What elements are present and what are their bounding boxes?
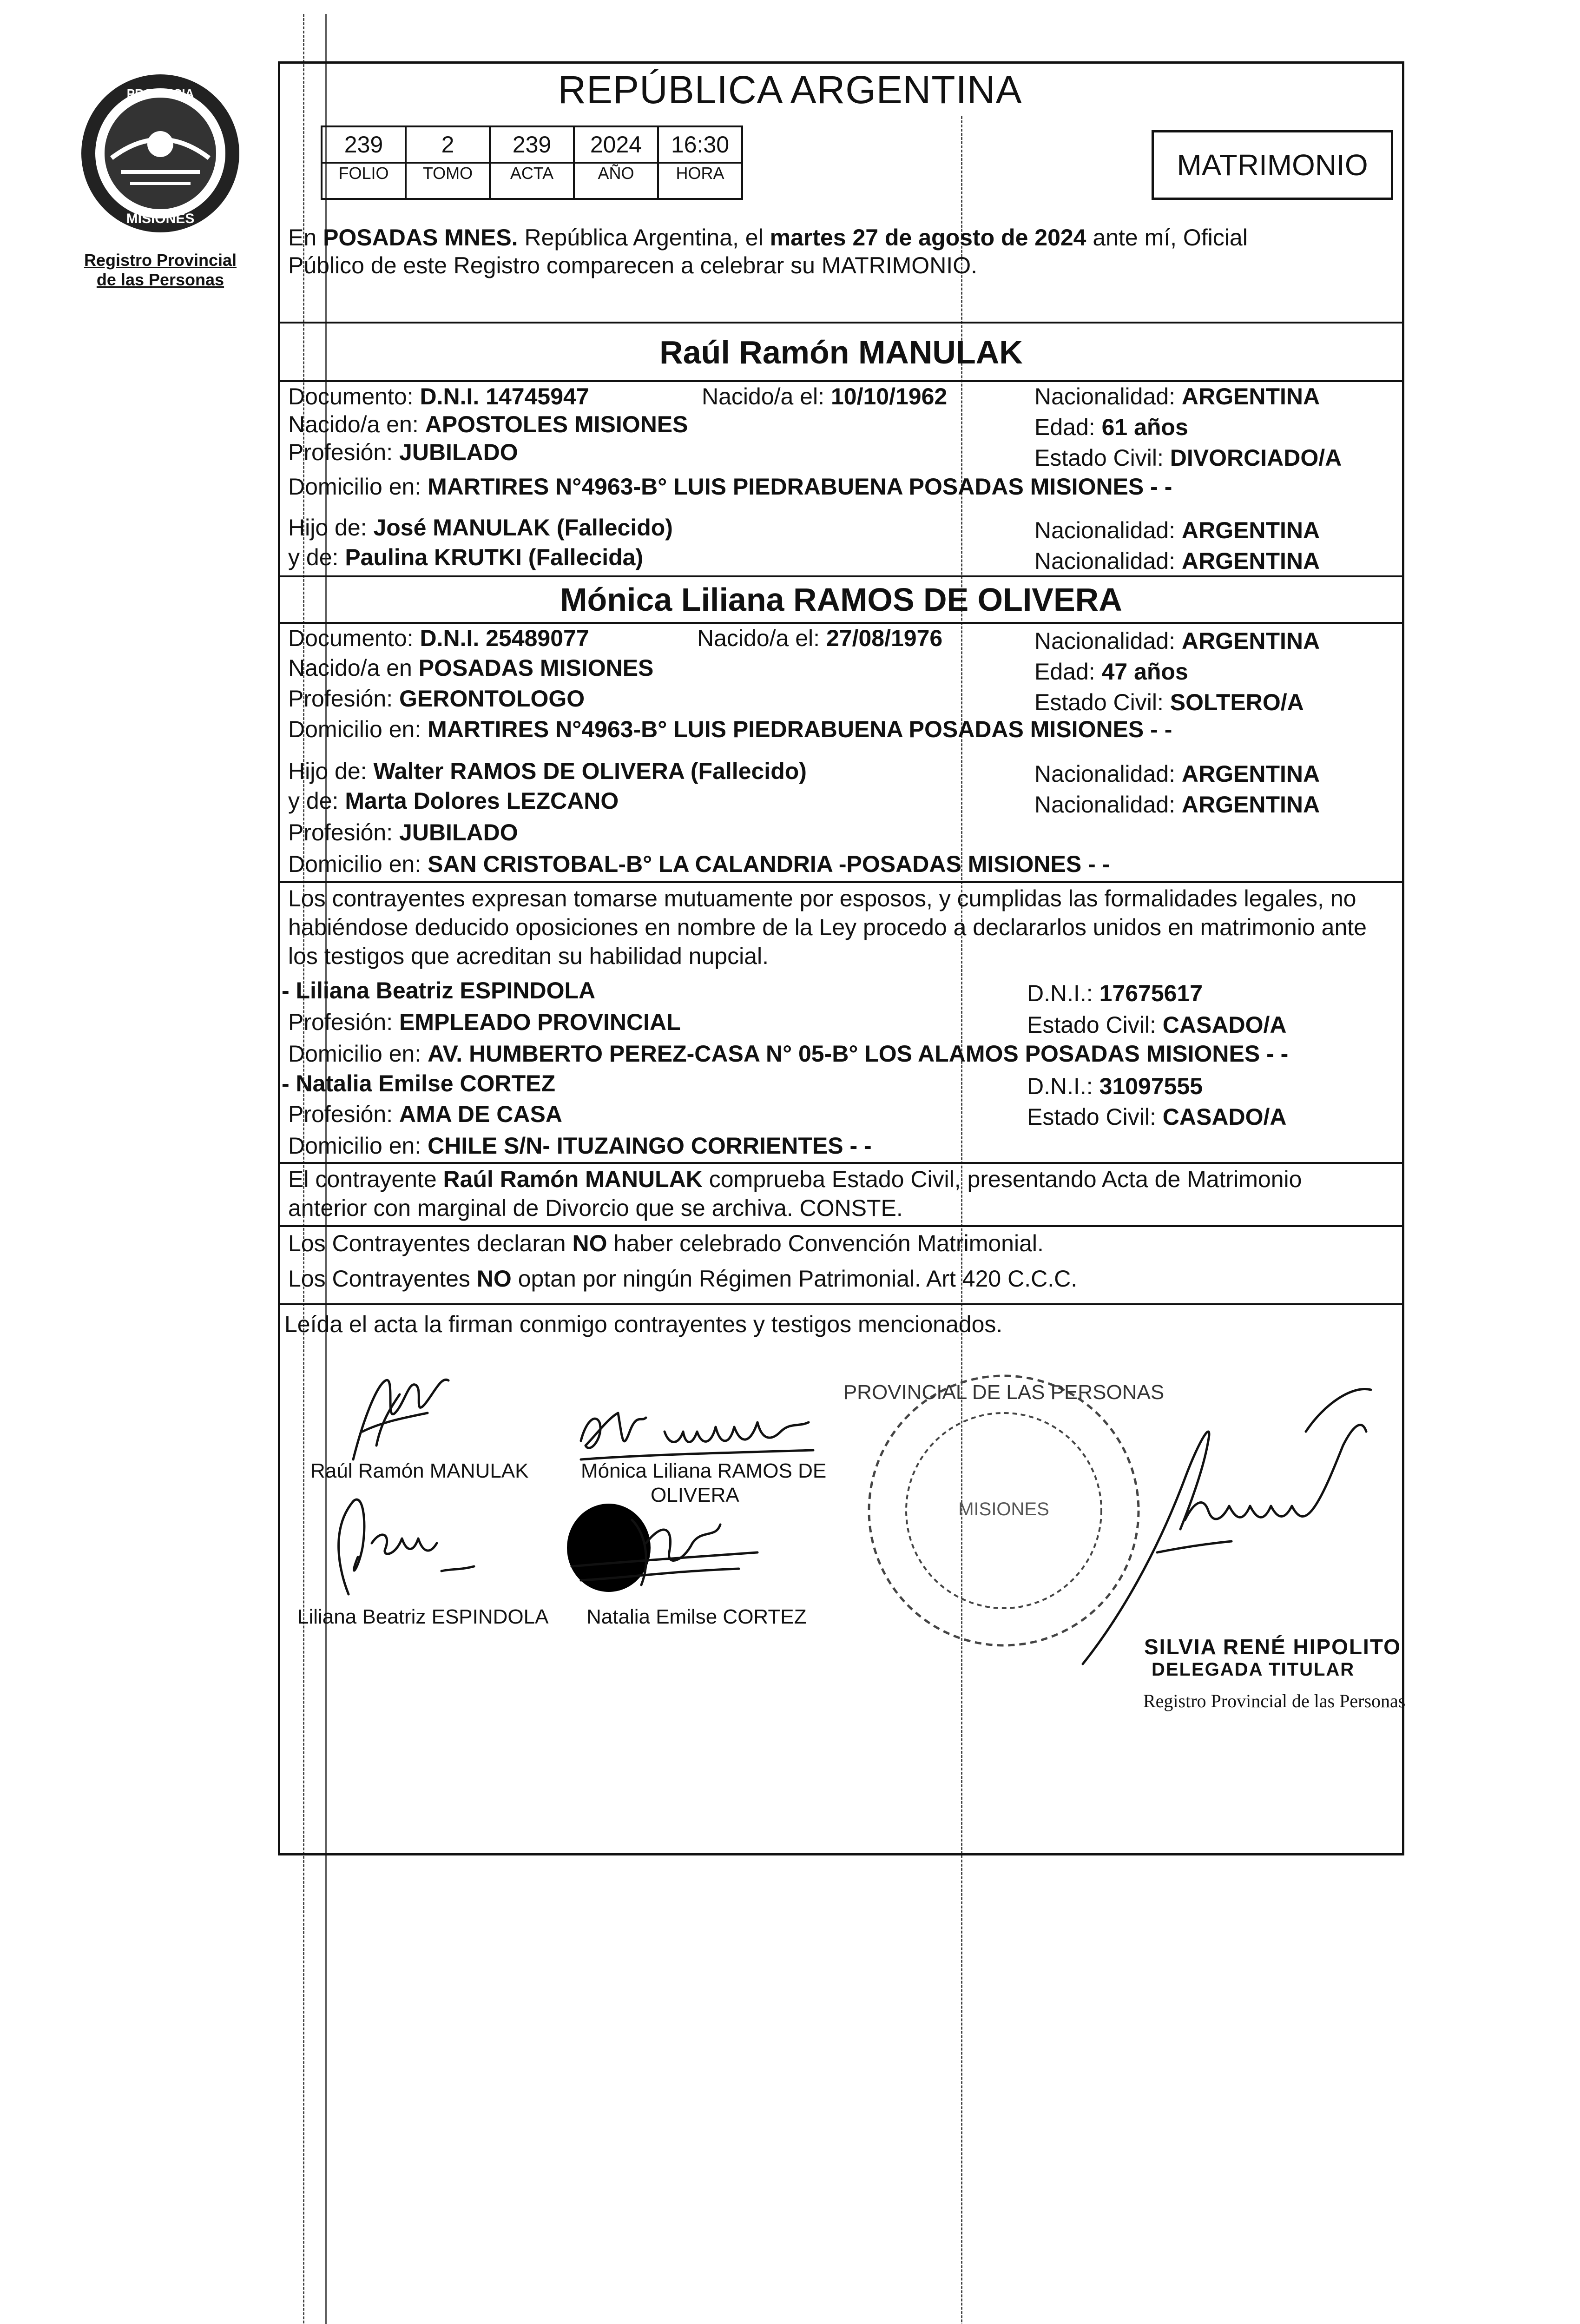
official-role: DELEGADA TITULAR (1152, 1659, 1355, 1680)
person1-civil: Estado Civil: DIVORCIADO/A (1034, 445, 1342, 471)
divider (278, 881, 1404, 883)
person2-mother: y de: Marta Dolores LEZCANO (288, 788, 619, 814)
person2-name: Mónica Liliana RAMOS DE OLIVERA (560, 581, 1122, 618)
person1-addr: Domicilio en: MARTIRES N°4963-B° LUIS PIEDRABUENA POSADAS MISIONES - - (288, 474, 1172, 500)
witness2-addr: Domicilio en: CHILE S/N- ITUZAINGO CORRIENTES - - (288, 1133, 872, 1159)
svg-text:MISIONES: MISIONES (958, 1499, 1049, 1519)
witness2-civil: Estado Civil: CASADO/A (1027, 1104, 1287, 1130)
anio-label: AÑO (575, 162, 657, 183)
page-title: REPÚBLICA ARGENTINA (558, 68, 1022, 112)
regime-line-2: Los Contrayentes NO optan por ningún Régimen Patrimonial. Art 420 C.C.C. (288, 1266, 1078, 1292)
signature-witness1 (321, 1487, 488, 1599)
person2-father-nat: Nacionalidad: ARGENTINA (1034, 761, 1320, 787)
witness1-dni: D.N.I.: 17675617 (1027, 980, 1203, 1006)
signature-label-witness2: Natalia Emilse CORTEZ (586, 1605, 807, 1628)
person2-born-in: Nacido/a en POSADAS MISIONES (288, 655, 654, 681)
signature-official (1064, 1376, 1389, 1673)
divider (278, 380, 1404, 382)
person1-prof: Profesión: JUBILADO (288, 439, 518, 465)
folio-value: 239 (344, 132, 383, 158)
person2-mother-addr: Domicilio en: SAN CRISTOBAL-B° LA CALANDRIA -POSADAS MISIONES - - (288, 851, 1110, 877)
folio-label: FOLIO (323, 162, 405, 183)
signature-witness2 (553, 1492, 767, 1604)
witness1-civil: Estado Civil: CASADO/A (1027, 1012, 1287, 1038)
note-line-1: El contrayente Raúl Ramón MANULAK comprueba Estado Civil, presentando Acta de Matrimonio (288, 1166, 1302, 1192)
witness1-prof: Profesión: EMPLEADO PROVINCIAL (288, 1009, 681, 1035)
declaration-line-1: Los contrayentes expresan tomarse mutuamente por esposos, y cumplidas las formalidades legales, no (288, 885, 1356, 911)
witness2-name: - Natalia Emilse CORTEZ (282, 1070, 556, 1096)
signature-label-bride-1: Mónica Liliana RAMOS DE (581, 1459, 827, 1482)
folio-cell (321, 125, 407, 200)
signature-label-witness1: Liliana Beatriz ESPINDOLA (297, 1605, 549, 1628)
person2-mother-prof: Profesión: JUBILADO (288, 819, 518, 845)
anio-value: 2024 (590, 132, 642, 158)
closing-line: Leída el acta la firman conmigo contrayentes y testigos mencionados. (284, 1311, 1003, 1337)
divider (278, 622, 1404, 624)
divider (278, 1225, 1404, 1227)
official-org: Registro Provincial de las Personas (1143, 1690, 1406, 1711)
logo-caption-2: de las Personas (96, 270, 224, 289)
acta-label: ACTA (491, 162, 573, 183)
tomo-cell (405, 125, 491, 200)
person1-age: Edad: 61 años (1034, 414, 1188, 440)
person2-civil: Estado Civil: SOLTERO/A (1034, 689, 1304, 715)
person2-prof: Profesión: GERONTOLOGO (288, 686, 585, 712)
tomo-value: 2 (441, 132, 454, 158)
signature-label-bride-2: OLIVERA (651, 1484, 739, 1506)
person2-mother-nat: Nacionalidad: ARGENTINA (1034, 792, 1320, 818)
signature-label-groom: Raúl Ramón MANULAK (310, 1459, 529, 1482)
person2-father: Hijo de: Walter RAMOS DE OLIVERA (Fallecido) (288, 758, 807, 784)
declaration-line-2: habiéndose deducido oposiciones en nombre de la Ley procedo a declararlos unidos en matrimonio ante (288, 914, 1367, 940)
hora-cell (657, 125, 743, 200)
divider (278, 322, 1404, 324)
witness1-name: - Liliana Beatriz ESPINDOLA (282, 977, 596, 1004)
person1-birth: Nacido/a el: 10/10/1962 (702, 383, 948, 409)
witness1-addr: Domicilio en: AV. HUMBERTO PEREZ-CASA N° 05-B° LOS ALAMOS POSADAS MISIONES - - (288, 1041, 1289, 1067)
tomo-label: TOMO (407, 162, 489, 183)
witness2-dni: D.N.I.: 31097555 (1027, 1073, 1203, 1099)
person1-mother: y de: Paulina KRUTKI (Fallecida) (288, 544, 644, 570)
signature-groom (335, 1367, 455, 1473)
person2-birth: Nacido/a el: 27/08/1976 (697, 625, 943, 651)
acta-value: 239 (512, 132, 552, 158)
person1-mother-nat: Nacionalidad: ARGENTINA (1034, 548, 1320, 574)
person1-born-in: Nacido/a en: APOSTOLES MISIONES (288, 411, 688, 437)
person1-nat: Nacionalidad: ARGENTINA (1034, 383, 1320, 409)
logo-caption-1: Registro Provincial (84, 251, 237, 270)
anio-cell (573, 125, 659, 200)
person2-addr: Domicilio en: MARTIRES N°4963-B° LUIS PIEDRABUENA POSADAS MISIONES - - (288, 716, 1172, 742)
acta-cell (489, 125, 575, 200)
divider (278, 575, 1404, 577)
intro-line-2: Público de este Registro comparecen a celebrar su MATRIMONIO. (288, 252, 977, 278)
person2-nat: Nacionalidad: ARGENTINA (1034, 628, 1320, 654)
official-name: SILVIA RENÉ HIPOLITO (1144, 1635, 1401, 1659)
divider (278, 1162, 1404, 1164)
person2-age: Edad: 47 años (1034, 659, 1188, 685)
svg-text:MISIONES: MISIONES (126, 211, 195, 226)
person2-doc: Documento: D.N.I. 25489077 (288, 625, 589, 651)
note-line-2: anterior con marginal de Divorcio que se archiva. CONSTE. (288, 1195, 903, 1221)
stamp-text: PROVINCIAL DE LAS PERSONAS (843, 1381, 1165, 1404)
declaration-line-3: los testigos que acreditan su habilidad nupcial. (288, 943, 769, 969)
svg-text:PROVINCIA: PROVINCIA (126, 86, 194, 100)
regime-line-1: Los Contrayentes declaran NO haber celebrado Convención Matrimonial. (288, 1230, 1044, 1256)
intro-line-1: En POSADAS MNES. República Argentina, el martes 27 de agosto de 2024 ante mí, Oficial (288, 224, 1248, 251)
person1-name: Raúl Ramón MANULAK (659, 334, 1023, 370)
hora-value: 16:30 (671, 132, 730, 158)
signature-bride (572, 1394, 823, 1469)
person1-father-nat: Nacionalidad: ARGENTINA (1034, 517, 1320, 543)
hora-label: HORA (659, 162, 741, 183)
person1-doc: Documento: D.N.I. 14745947 (288, 383, 589, 409)
divider (278, 1303, 1404, 1305)
witness2-prof: Profesión: AMA DE CASA (288, 1101, 562, 1127)
act-type-box: MATRIMONIO (1152, 130, 1393, 200)
person1-father: Hijo de: José MANULAK (Fallecido) (288, 515, 673, 541)
